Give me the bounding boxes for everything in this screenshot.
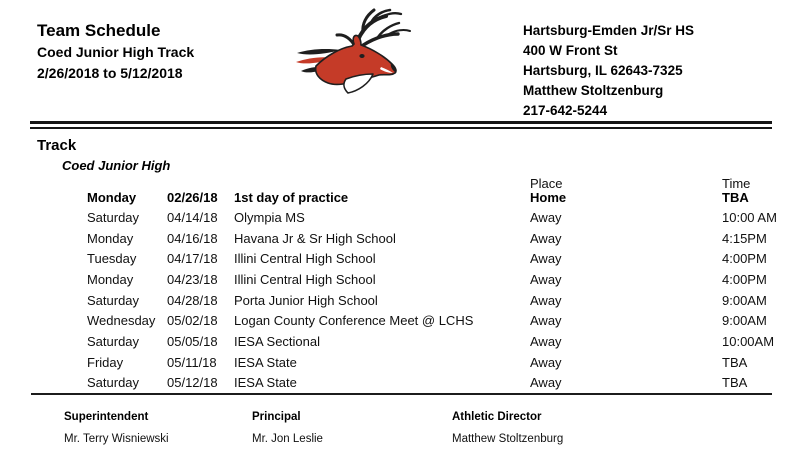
event-cell: IESA State	[234, 354, 297, 370]
date-cell: 04/16/18	[167, 230, 218, 246]
place-cell: Away	[530, 313, 562, 329]
day-cell: Tuesday	[87, 251, 137, 267]
time-column-header: Time	[722, 176, 751, 191]
day-cell: Saturday	[87, 292, 140, 308]
time-cell: 4:00PM	[722, 251, 767, 267]
day-cell: Saturday	[87, 375, 140, 391]
date-cell: 05/02/18	[167, 313, 218, 329]
team-heading: Coed Junior High	[62, 158, 171, 173]
date-range: 2/26/2018 to 5/12/2018	[37, 65, 183, 81]
place-cell: Away	[530, 210, 562, 226]
event-cell: Havana Jr & Sr High School	[234, 230, 396, 246]
schedule-row	[0, 232, 800, 253]
event-cell: Porta Junior High School	[234, 292, 378, 308]
school-city: Hartsburg, IL 62643-7325	[523, 63, 683, 78]
place-cell: Away	[530, 272, 562, 288]
page-title: Team Schedule	[37, 21, 161, 40]
athletic-director-label: Athletic Director	[452, 411, 542, 423]
day-cell: Monday	[87, 272, 134, 288]
day-cell: Monday	[87, 189, 137, 205]
event-cell: Illini Central High School	[234, 272, 376, 288]
place-cell: Away	[530, 230, 562, 246]
schedule-row	[0, 273, 800, 294]
date-cell: 04/23/18	[167, 272, 218, 288]
date-cell: 05/11/18	[167, 354, 217, 370]
stag-mascot-icon	[296, 4, 418, 96]
school-name: Hartsburg-Emden Jr/Sr HS	[523, 23, 695, 38]
event-cell: Illini Central High School	[234, 251, 376, 267]
superintendent-label: Superintendent	[64, 411, 149, 423]
schedule-row	[0, 314, 800, 335]
time-cell: 4:15PM	[722, 230, 767, 246]
schedule-column-headers	[0, 177, 800, 191]
superintendent-name: Mr. Terry Wisniewski	[64, 433, 169, 445]
footer-athletic-director	[452, 411, 563, 445]
date-cell: 05/12/18	[167, 375, 218, 391]
date-cell: 04/28/18	[167, 292, 218, 308]
time-cell: 4:00PM	[722, 272, 767, 288]
time-cell: 9:00AM	[722, 292, 767, 308]
event-cell: Olympia MS	[234, 210, 305, 226]
sport-heading: Track	[37, 137, 77, 154]
place-cell: Away	[530, 354, 562, 370]
time-cell: 9:00AM	[722, 313, 767, 329]
day-cell: Friday	[87, 354, 124, 370]
time-cell: 10:00 AM	[722, 210, 777, 226]
day-cell: Monday	[87, 230, 134, 246]
athletic-director-name: Matthew Stoltzenburg	[452, 433, 564, 445]
event-cell: 1st day of practice	[234, 189, 349, 205]
school-street: 400 W Front St	[523, 43, 618, 58]
date-cell: 04/17/18	[167, 251, 218, 267]
report-title-block	[37, 21, 194, 81]
schedule-row	[0, 211, 800, 232]
school-phone: 217-642-5244	[523, 103, 608, 118]
time-cell: TBA	[722, 354, 748, 370]
event-cell: IESA State	[234, 375, 297, 391]
schedule-row	[0, 356, 800, 377]
date-cell: 04/14/18	[167, 210, 218, 226]
school-info-block	[523, 21, 694, 121]
place-cell: Away	[530, 375, 562, 391]
day-cell: Saturday	[87, 210, 140, 226]
place-cell: Away	[530, 292, 562, 308]
place-cell: Away	[530, 251, 562, 267]
date-cell: 05/05/18	[167, 333, 218, 349]
schedule-row	[0, 294, 800, 315]
date-cell: 02/26/18	[167, 189, 218, 205]
time-cell: TBA	[722, 189, 749, 205]
schedule-table	[0, 177, 800, 397]
schedule-row	[0, 252, 800, 273]
time-cell: TBA	[722, 375, 748, 391]
schedule-row	[0, 191, 800, 212]
day-cell: Saturday	[87, 333, 140, 349]
event-cell: IESA Sectional	[234, 333, 320, 349]
footer-divider	[31, 393, 772, 395]
mascot-logo	[296, 4, 418, 96]
place-cell: Away	[530, 333, 562, 349]
day-cell: Wednesday	[87, 313, 156, 329]
school-contact-name: Matthew Stoltzenburg	[523, 83, 664, 98]
header-divider	[30, 121, 772, 129]
footer-principal	[252, 411, 323, 445]
principal-name: Mr. Jon Leslie	[252, 433, 323, 445]
place-cell: Home	[530, 189, 567, 205]
principal-label: Principal	[252, 411, 301, 423]
place-column-header: Place	[530, 176, 563, 191]
team-name: Coed Junior High Track	[37, 44, 195, 60]
schedule-table-body	[0, 191, 800, 397]
schedule-row	[0, 335, 800, 356]
time-cell: 10:00AM	[722, 333, 775, 349]
event-cell: Logan County Conference Meet @ LCHS	[234, 313, 474, 329]
footer-superintendent	[64, 411, 169, 445]
